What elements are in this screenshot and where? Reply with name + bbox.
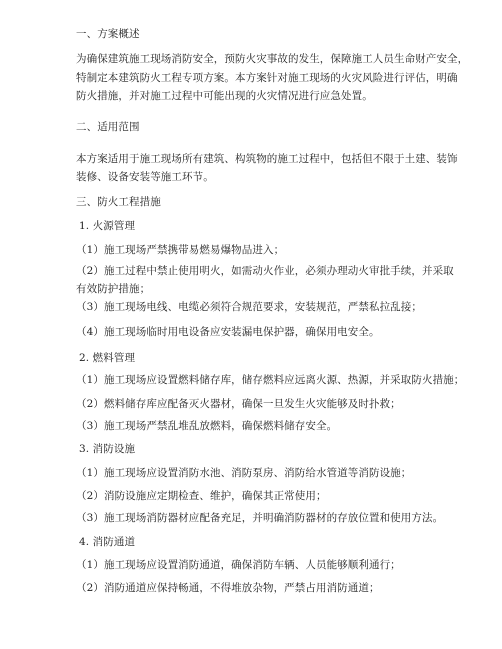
paragraph-line: 防火措施，并对施工过程中可能出现的火灾情况进行应急处置。 (76, 90, 373, 102)
paragraph-line: 为确保建筑施工现场消防安全，预防火灾事故的发生，保障施工人员生命财产安全， (76, 53, 469, 65)
subheading-passage: 4. 消防通道 (79, 536, 136, 548)
paragraph-line: 本方案适用于施工现场所有建筑、构筑物的施工过程中，包括但不限于土建、装饰 (76, 153, 458, 165)
heading-overview: 一、方案概述 (76, 28, 140, 40)
subheading-fuel: 2. 燃料管理 (79, 352, 136, 364)
list-item: （3）施工现场消防器材应配备充足，并明确消防器材的存放位置和使用方法。 (76, 512, 444, 524)
list-item: （2）施工过程中禁止使用明火，如需动火作业，必须办理动火审批手续，并采取 (76, 265, 454, 277)
list-item: （4）施工现场临时用电设备应安装漏电保护器，确保用电安全。 (76, 326, 380, 338)
list-item: （1）施工现场应设置消防水池、消防泵房、消防给水管道等消防设施； (76, 467, 412, 479)
list-item: （1）施工现场应设置消防通道，确保消防车辆、人员能够顺利通行； (76, 559, 401, 571)
paragraph-line: 装修、设备安装等施工环节。 (76, 171, 214, 183)
list-item: （2）燃料储存库应配备灭火器材，确保一旦发生火灾能够及时扑救； (76, 398, 401, 410)
paragraph-line: 特制定本建筑防火工程专项方案。本方案针对施工现场的火灾风险进行评估，明确 (76, 72, 458, 84)
subheading-fire-source: 1. 火源管理 (79, 220, 136, 232)
list-item: （2）消防设施应定期检查、维护，确保其正常使用； (76, 490, 327, 502)
list-item: （1）施工现场严禁携带易燃易爆物品进入； (76, 244, 285, 256)
list-item: （1）施工现场应设置燃料储存库，储存燃料应远离火源、热源，并采取防火措施； (76, 374, 465, 386)
heading-measures: 三、防火工程措施 (76, 196, 161, 208)
subheading-facilities: 3. 消防设施 (79, 443, 136, 455)
list-item: （3）施工现场严禁乱堆乱放燃料，确保燃料储存安全。 (76, 420, 338, 432)
list-item: （3）施工现场电线、电缆必须符合规范要求，安装规范，严禁私拉乱接； (76, 301, 422, 313)
list-item: （2）消防通道应保持畅通，不得堆放杂物，严禁占用消防通道； (76, 582, 380, 594)
heading-scope: 二、适用范围 (76, 121, 140, 133)
list-item-continued: 有效防护措施； (76, 283, 151, 295)
